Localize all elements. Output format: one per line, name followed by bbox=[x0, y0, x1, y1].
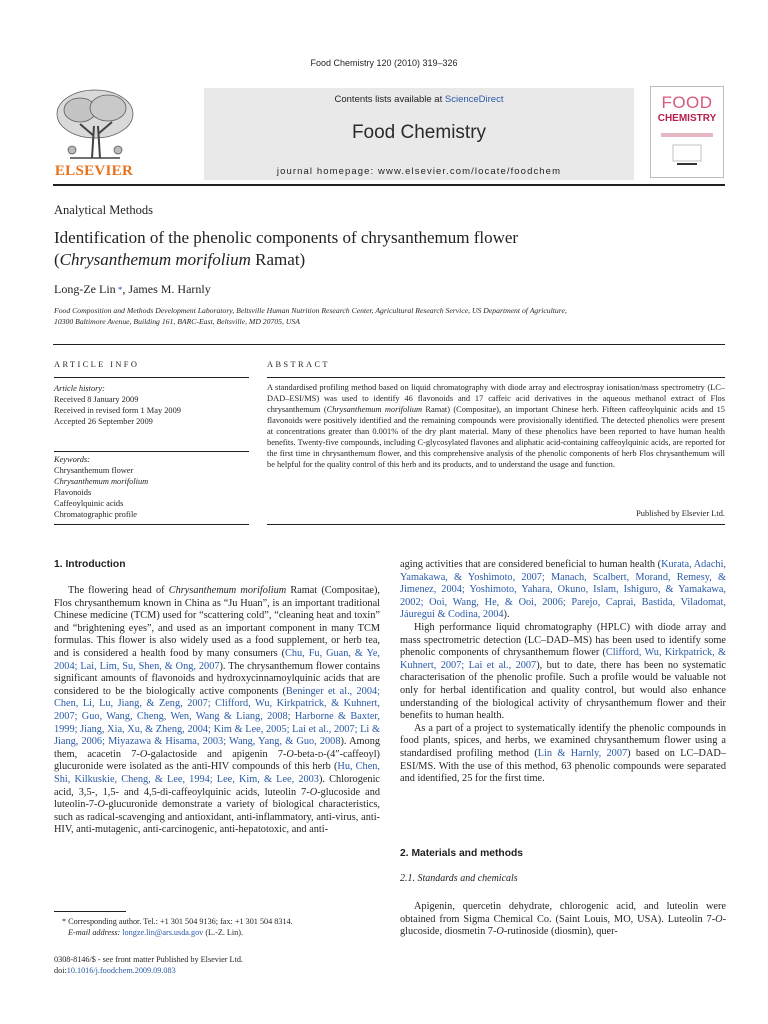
text: ), but to date, there has been no systematic characterisation of the phenolic profile. Such a profile would be valuable not only for herbal identification and quality control, but would also enhance understanding of the biological activity of chrysanthemum flower and their benefits to human health. bbox=[400, 659, 726, 722]
text: ). The chrysanthemum flower contains significant amounts of flavonoids and hydroxycinnamoylquinic acids that are considered to be the biologically active components ( bbox=[54, 660, 380, 697]
received-date: Received 8 January 2009 bbox=[54, 395, 139, 404]
column-right bbox=[400, 559, 726, 786]
author-separator: , bbox=[122, 282, 129, 296]
cover-chemistry-text: CHEMISTRY bbox=[657, 113, 717, 124]
text: High performance liquid chromatography (HPLC) with diode array and mass spectrometric detection (LC–DAD–MS) has been used to identify some phenolic components of chrysanthemum flower ( bbox=[400, 621, 726, 659]
article-info-heading: ARTICLE INFO bbox=[54, 360, 140, 369]
abstract-part: A standardised profiling method based on liquid chromatography with diode array and electrospray ionisation/mass spectrometry (LC–DAD–ESI/MS) was used to identify 46 flavonoids and 17 caffeic acid derivatives in the aqueous methanol extract of Flos chrysanthemum ( bbox=[267, 383, 725, 414]
citation-link[interactable]: Chu, Fu, Guan, & Ye, 2004; Lai, Lim, Su, Shen, & Ong, 2007 bbox=[54, 647, 381, 672]
divider-rule bbox=[53, 344, 725, 345]
contents-line bbox=[204, 94, 634, 105]
intro-paragraph-1 bbox=[54, 585, 380, 837]
keyword: Chrysanthemum flower bbox=[54, 466, 134, 475]
text: -beta- bbox=[293, 748, 318, 760]
abstract-heading: ABSTRACT bbox=[267, 360, 330, 369]
keyword: Flavonoids bbox=[54, 488, 92, 497]
footnote-rule bbox=[54, 911, 126, 912]
abstract-bottom-rule bbox=[267, 524, 725, 525]
column-left bbox=[54, 585, 380, 837]
text: Apigenin, quercetin dehydrate, chlorogenic acid, and luteolin were obtained from Sigma Chemical Co. (Saint Louis, MO, USA). Luteolin 7- bbox=[400, 901, 726, 925]
cover-food-text: FOOD bbox=[661, 93, 713, 112]
doi-line bbox=[54, 965, 243, 976]
journal-title: Food Chemistry bbox=[351, 122, 487, 143]
article-title bbox=[54, 227, 704, 271]
text: -glucoside and luteolin-7- bbox=[54, 786, 380, 811]
text: -galactoside and apigenin 7- bbox=[147, 748, 287, 760]
citation-link[interactable]: Clifford, Wu, Kirkpatrick, & Kuhnert, 2007; Lai et al., 2007 bbox=[400, 647, 726, 671]
text: As a part of a project to systematically identify the phenolic compounds in food plants, spices, and herbs, we examined chrysanthemum flower using a standardised profiling method ( bbox=[400, 722, 726, 759]
contents-prefix: Contents lists available at bbox=[334, 94, 445, 105]
abstract-rule bbox=[267, 377, 725, 378]
italic-o: O bbox=[97, 799, 105, 811]
italic-o: O bbox=[286, 748, 294, 760]
issn-line: 0308-8146/$ - see front matter Published by Elsevier Ltd. bbox=[54, 955, 243, 964]
doi-link[interactable]: 10.1016/j.foodchem.2009.09.083 bbox=[66, 966, 176, 975]
issn-block bbox=[54, 954, 243, 976]
abstract-species: Chrysanthemum morifolium bbox=[326, 405, 423, 414]
keywords-label: Keywords: bbox=[54, 455, 90, 464]
affiliation-line-1: Food Composition and Methods Development Laboratory, Beltsville Human Nutrition Research Center, Agricultural Research Service, US Department of Agriculture, bbox=[54, 306, 567, 315]
italic-o: O bbox=[309, 786, 318, 798]
corresponding-author-note: * Corresponding author. Tel.: +1 301 504 9136; fax: +1 301 504 8314. bbox=[62, 917, 293, 926]
intro-heading: 1. Introduction bbox=[54, 559, 126, 570]
authors bbox=[54, 282, 211, 297]
text: ). bbox=[503, 609, 510, 621]
sciencedirect-link[interactable]: ScienceDirect bbox=[444, 94, 504, 105]
title-line-1: Identification of the phenolic components of chrysanthemum flower bbox=[54, 228, 519, 247]
intro-paragraph-3 bbox=[400, 723, 726, 786]
italic-o: O bbox=[496, 926, 504, 938]
footnote bbox=[54, 916, 380, 938]
published-by: Published by Elsevier Ltd. bbox=[636, 509, 725, 518]
elsevier-tree-logo bbox=[50, 86, 140, 166]
methods-heading: 2. Materials and methods bbox=[400, 848, 524, 859]
title-line-2 bbox=[54, 249, 704, 271]
email-line bbox=[54, 927, 380, 938]
italic-o: O bbox=[139, 748, 148, 760]
email-link[interactable]: longze.lin@ars.usda.gov bbox=[122, 928, 204, 937]
history-label: Article history: bbox=[54, 384, 105, 393]
small-cap-d: D bbox=[317, 749, 324, 759]
journal-cover bbox=[650, 86, 724, 178]
elsevier-wordmark: ELSEVIER bbox=[54, 163, 134, 179]
accepted-date: Accepted 26 September 2009 bbox=[54, 417, 153, 426]
text: The flowering head of bbox=[68, 585, 169, 596]
italic-o: O bbox=[715, 913, 723, 925]
header-rule bbox=[53, 184, 725, 186]
article-info-rule bbox=[54, 377, 249, 378]
abstract-text bbox=[267, 382, 725, 470]
text: aging activities that are considered beneficial to human health ( bbox=[400, 559, 662, 570]
title-paren: ( bbox=[54, 250, 60, 269]
intro-paragraph-2 bbox=[400, 622, 726, 723]
keyword bbox=[54, 476, 249, 487]
doi-prefix: doi: bbox=[54, 966, 67, 975]
email-suffix: (L.-Z. Lin). bbox=[203, 928, 244, 937]
corresponding-mark[interactable]: * bbox=[115, 285, 123, 295]
intro-paragraph-1-cont bbox=[400, 559, 726, 622]
history-rule bbox=[54, 451, 249, 452]
methods-paragraph-1 bbox=[400, 901, 726, 939]
text: Ramat (Compositae), Flos chrysanthemum known in China as “Ju Huan”, is an important traditional Chinese medicine (TCM) used for “scattering cold”, “cleaning heat and toxin” and “brightening eyes”, and used as an important component in many TCM formulas. This flower is also widely used as a food supplement, or herb tea, and is considered a health food by many consumers ( bbox=[54, 585, 380, 659]
journal-homepage[interactable]: journal homepage: www.elsevier.com/locate/foodchem bbox=[276, 166, 562, 177]
citation-link[interactable]: Beninger et al., 2004; Chen, Li, Lu, Jiang, & Zeng, 2007; Clifford, Wu, Kirkpatrick, & Kuhnert, 2007; Guo, Wang, Cheng, Wen, Wang & Liang, 2008; Harborne & Baxter, 1999; Jiang, Xia, Xu, & Zheng, 2004; Kim & Lee, 2005; Lai et al., 2007; Li & Jiang, 2006; Miyazawa & Hisama, 2003; Wang, Yang, & Guo, 2008 bbox=[54, 685, 380, 748]
author-1[interactable]: Long-Ze Lin bbox=[54, 282, 116, 296]
revised-date: Received in revised form 1 May 2009 bbox=[54, 406, 181, 415]
citation-link[interactable]: Kurata, Adachi, Yamakawa, & Yoshimoto, 2007; Manach, Scalbert, Morand, Remesy, & Jimenez, 2004; Yoshimoto, Yahara, Okuno, Islam, Ishiguro, & Yamakawa, 2002; Ooi, Wang, He, & Ooi, 2006; Parejo, Caprai, Bastida, Viladomat, Jáuregui & Codina, 2004 bbox=[400, 559, 727, 621]
affiliation bbox=[54, 305, 714, 327]
section-label: Analytical Methods bbox=[54, 203, 153, 217]
methods-subheading: 2.1. Standards and chemicals bbox=[400, 873, 518, 884]
keyword-italic: Chrysanthemum morifolium bbox=[54, 477, 149, 486]
text: -(4″-caffeoyl) glucuronide were isolated as the anti-HIV compounds of this herb ( bbox=[54, 748, 380, 773]
keyword: Caffeoylquinic acids bbox=[54, 499, 124, 508]
text: -rutinoside (diosmin), quer- bbox=[503, 926, 618, 938]
methods-text bbox=[400, 901, 726, 939]
author-2[interactable]: James M. Harnly bbox=[128, 282, 211, 296]
title-ramat: Ramat) bbox=[250, 250, 306, 269]
title-species: Chrysanthemum morifolium bbox=[59, 250, 251, 269]
citation-link[interactable]: Hu, Chen, Shi, Kilkuskie, Cheng, & Lee, 1994; Lee, Kim, & Lee, 2003 bbox=[54, 761, 380, 785]
species-italic: Chrysanthemum morifolium bbox=[168, 585, 287, 596]
email-label: E-mail address: bbox=[68, 928, 123, 937]
text: ). Chlorogenic acid, 3,5-, 1,5- and 4,5-di-caffeoylquinic acids, luteolin 7- bbox=[54, 773, 380, 798]
article-history bbox=[54, 383, 249, 427]
keywords bbox=[54, 454, 249, 520]
text: -glucoside, diosmetin 7- bbox=[400, 913, 726, 938]
citation-link[interactable]: Lin & Harnly, 2007 bbox=[537, 747, 628, 759]
article-info-bottom-rule bbox=[54, 524, 249, 525]
text: -glucuronide demonstrate a variety of biological characteristics, such as radical-scavenging and antioxidant, anti-inflammatory, anti-virus, anti-HIV, anti-mutagenic, anti-carcinogenic, anti-hepatotoxic, and anti- bbox=[54, 799, 380, 836]
keyword: Chromatographic profile bbox=[54, 510, 138, 519]
text: ) based on LC–DAD–ESI/MS. With the use of this method, 63 phenolic compounds were separated and identified, 25 for the first time. bbox=[400, 747, 727, 785]
text: ). Among them, acacetin 7- bbox=[54, 736, 380, 760]
abstract-part: Ramat) (Compositae), an important Chinese herb. Fifteen caffeoylquinic acids and 15 flavonoids were positively identified and the remaining compounds were provisionally identified. The detected phenolics were present at concentrations greater than 0.001% of the dry plant material. Many of these phenolics have been reported to have human health benefits. Twenty-five compounds, including C-glycosylated flavones and aliphatic acid-containing caffeoylquinic acids, are reported for the first time in chrysanthemum flower, and this comprehensive analysis of the phenolic components of herb Flos chrysanthemum will be helpful for the quality control of this herb and its products, and to understand the usage and function. bbox=[267, 405, 725, 469]
journal-reference: Food Chemistry 120 (2010) 319–326 bbox=[310, 58, 458, 68]
cover-art bbox=[659, 131, 715, 171]
affiliation-line-2: 10300 Baltimore Avenue, Building 161, BARC-East, Beltsville, MD 20705, USA bbox=[54, 317, 300, 326]
